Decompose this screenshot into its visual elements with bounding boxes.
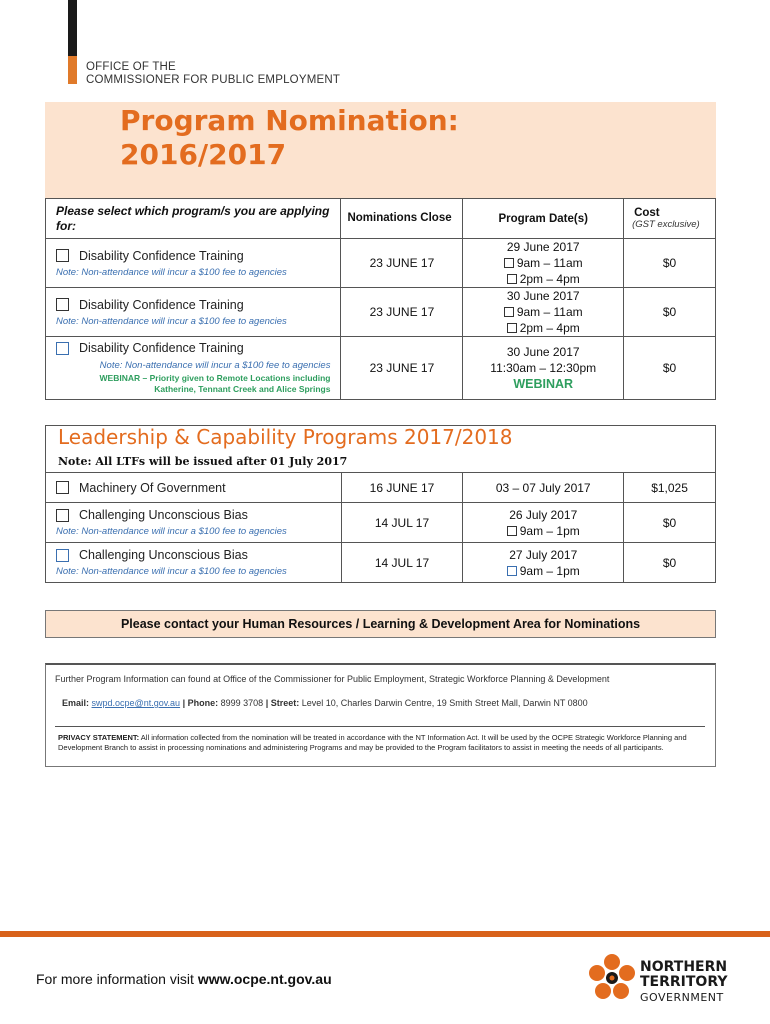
close-date: 23 JUNE 17 [341,288,463,337]
table-row [46,337,716,400]
office-line-1: OFFICE OF THE [86,61,176,73]
cost-note: (GST exclusive) [632,218,700,230]
street-value: Level 10, Charles Darwin Centre, 19 Smith Street Mall, Darwin NT 0800 [301,698,588,708]
program-dates [463,503,624,543]
privacy-statement [58,733,698,753]
slot-checkbox[interactable] [507,526,517,536]
nt-line-3: GOVERNMENT [640,991,724,1004]
cost-value: $0 [624,288,716,337]
nt-flower-logo-icon [586,952,638,1004]
title-line-1: Program Nomination: [120,104,459,137]
table-header-row [46,199,716,239]
logo-bar-black [68,0,77,60]
table-row [46,543,716,583]
office-name [86,61,340,87]
table-row [46,239,716,288]
fee-note: Note: Non-attendance will incur a $100 fee to agencies [56,266,287,278]
fee-note: Note: Non-attendance will incur a $100 fee to agencies [56,526,287,537]
nt-line-2: TERRITORY [640,974,728,990]
program-date: 30 June 2017 [506,289,580,303]
program-date: 29 June 2017 [506,240,580,254]
cost-label: Cost [634,206,660,219]
close-date: 23 JUNE 17 [341,337,463,400]
program-dates [463,239,624,288]
checkbox[interactable] [56,342,69,355]
footer-text [36,971,332,987]
street-label: | Street: [265,698,300,708]
program-name: Challenging Unconscious Bias [79,548,248,562]
slot-time: 2pm – 4pm [519,272,580,286]
close-date: 14 JUL 17 [341,503,463,543]
slot-checkbox[interactable] [507,566,517,576]
checkbox[interactable] [56,481,69,494]
slot-checkbox[interactable] [504,307,514,317]
webinar-note [56,373,330,395]
privacy-label: PRIVACY STATEMENT: [58,733,140,742]
contact-banner: Please contact your Human Resources / Learning & Development Area for Nominations [45,610,716,638]
program-dates [463,288,624,337]
program-dates [463,337,624,400]
checkbox[interactable] [56,249,69,262]
close-date: 16 JUNE 17 [341,473,463,503]
footer-bar [0,931,770,937]
cost-value: $0 [624,239,716,288]
disability-training-table [45,198,716,400]
checkbox[interactable] [56,549,69,562]
program-cell [46,473,342,503]
header-close: Nominations Close [341,199,463,239]
program-name: Disability Confidence Training [79,248,244,263]
program-date: 30 June 2017 [506,345,580,359]
slot-checkbox[interactable] [507,323,517,333]
close-date: 14 JUL 17 [341,543,463,583]
fee-note: Note: Non-attendance will incur a $100 fee to agencies [56,566,287,577]
close-date: 23 JUNE 17 [341,239,463,288]
page-title [120,104,459,172]
slot-checkbox[interactable] [507,274,517,284]
contact-details [62,698,588,708]
email-link[interactable]: swpd.ocpe@nt.gov.au [91,698,181,708]
further-info: Further Program Information can found at Office of the Commissioner for Public Employment, Strategic Workforce Planning & Development [55,674,610,684]
program-name: Disability Confidence Training [79,297,244,312]
program-name: Disability Confidence Training [79,341,244,355]
nt-line-1: NORTHERN [640,959,728,975]
slot-time: 9am – 11am [516,256,583,270]
program-cell [46,239,341,288]
slot-checkbox[interactable] [504,258,514,268]
slot-time: 2pm – 4pm [519,321,580,335]
checkbox[interactable] [56,298,69,311]
phone-value: 8999 3708 [220,698,264,708]
leadership-table [45,472,716,583]
slot-time: 9am – 1pm [519,563,580,578]
title-line-2: 2016/2017 [120,138,287,171]
leadership-title: Leadership & Capability Programs 2017/2018 [58,425,513,449]
checkbox[interactable] [56,509,69,522]
divider [55,726,705,727]
header-dates: Program Date(s) [463,199,624,239]
cost-value: $0 [624,337,716,400]
leadership-note: Note: All LTFs will be issued after 01 July 2017 [58,455,348,468]
program-cell [46,503,342,543]
table-row [46,503,716,543]
slot-time: 9am – 1pm [519,523,580,538]
privacy-text: All information collected from the nomination will be treated in accordance with the NT Information Act. It will be used by the OCPE Strategic Workforce Planning and Development Branch to assist in processing nominations and administering Programs and may be provided to the Program facilitators to assist in meeting the needs of all participants. [58,733,687,752]
cost-value: $0 [624,503,716,543]
program-name: Machinery Of Government [79,480,226,495]
footer-prefix: For more information visit [36,971,198,987]
fee-note: Note: Non-attendance will incur a $100 fee to agencies [56,315,287,327]
program-date: 27 July 2017 [509,547,578,562]
nt-government-logo-text [640,960,728,1005]
program-name: Challenging Unconscious Bias [79,508,248,522]
phone-label: | Phone: [182,698,219,708]
program-date: 03 – 07 July 2017 [463,473,624,503]
header-cost [624,199,716,239]
office-line-2: COMMISSIONER FOR PUBLIC EMPLOYMENT [86,74,341,86]
table-row [46,473,716,503]
logo-bar-orange [68,56,77,84]
program-cell [46,337,341,400]
program-cell [46,288,341,337]
cost-value: $1,025 [624,473,716,503]
program-dates [463,543,624,583]
webinar-note-line-1: WEBINAR – Priority given to Remote Locations including [99,373,331,383]
program-cell [46,543,342,583]
slot-time: 9am – 11am [516,305,583,319]
cost-value: $0 [624,543,716,583]
program-date: 26 July 2017 [509,507,578,522]
email-label: Email: [62,698,90,708]
footer-url[interactable]: www.ocpe.nt.gov.au [197,971,332,987]
webinar-note-line-2: Katherine, Tennant Creek and Alice Springs [154,384,331,394]
webinar-label: WEBINAR [513,377,574,391]
slot-time: 11:30am – 12:30pm [490,361,597,375]
table-row [46,288,716,337]
fee-note: Note: Non-attendance will incur a $100 fee to agencies [99,360,331,371]
header-program: Please select which program/s you are applying for: [46,199,341,239]
